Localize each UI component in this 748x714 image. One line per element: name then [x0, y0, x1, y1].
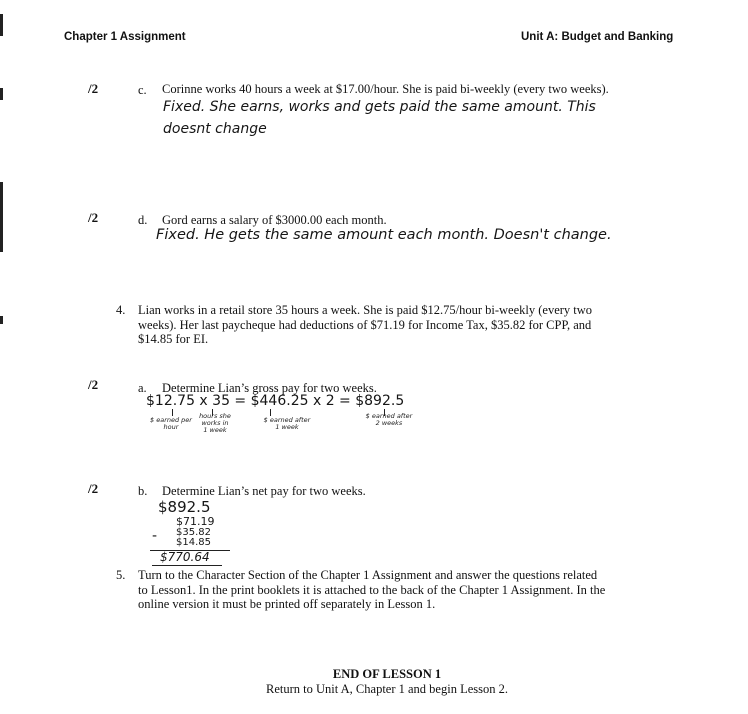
question-a: Determine Lian’s gross pay for two weeks. — [162, 381, 377, 395]
handwritten-answer-c-line1: Fixed. She earns, works and gets paid the same amount. This — [163, 99, 596, 115]
question-b: Determine Lian’s net pay for two weeks. — [162, 484, 366, 498]
handwritten-gross-amount: $892.5 — [158, 498, 211, 516]
item-letter-a: a. — [138, 381, 147, 395]
end-of-lesson-title: END OF LESSON 1 — [332, 667, 442, 681]
item-letter-d: d. — [138, 213, 148, 227]
handwritten-answer-d: Fixed. He gets the same amount each month. Doesn't change. — [156, 227, 612, 243]
result-underline — [152, 565, 222, 566]
scan-edge-mark — [0, 88, 3, 100]
question-4-line3: $14.85 for EI. — [138, 332, 209, 346]
question-5-line1: Turn to the Character Section of the Chapter 1 Assignment and answer the questions related — [138, 568, 598, 582]
handwritten-gross-pay-work: $12.75 x 35 = $446.25 x 2 = $892.5 — [146, 393, 405, 409]
header-unit-title: Unit A: Budget and Banking — [521, 31, 674, 43]
annotation-pointer — [172, 409, 173, 416]
end-of-lesson-instruction: Return to Unit A, Chapter 1 and begin Lesson 2. — [266, 682, 508, 696]
question-5-line3: online version it must be printed off separately in Lesson 1. — [138, 597, 436, 611]
question-5-number: 5. — [116, 568, 126, 582]
handwritten-net-pay-result: $770.64 — [160, 550, 210, 564]
score-mark-d: /2 — [88, 210, 99, 225]
annotation-earned-after-2-weeks: $ earned after 2 weeks — [365, 412, 413, 427]
handwritten-deduction-income-tax: $71.19 — [176, 515, 215, 528]
question-d: Gord earns a salary of $3000.00 each month. — [162, 213, 387, 227]
scan-edge-mark — [0, 316, 3, 324]
item-letter-c: c. — [138, 83, 147, 97]
annotation-hours-per-week: hours she works in 1 week — [199, 412, 231, 434]
annotation-earned-after-1-week: $ earned after 1 week — [263, 416, 311, 431]
handwritten-answer-c-line2: doesnt change — [163, 121, 267, 137]
question-4-line2: weeks). Her last paycheque had deductions of $71.19 for Income Tax, $35.82 for CPP, and — [138, 318, 592, 332]
annotation-earned-per-hour: $ earned per hour — [150, 416, 192, 431]
score-mark-a: /2 — [88, 377, 99, 392]
question-4-number: 4. — [116, 303, 126, 317]
annotation-pointer — [270, 409, 271, 416]
score-mark-b: /2 — [88, 481, 99, 496]
question-c: Corinne works 40 hours a week at $17.00/hour. She is paid bi-weekly (every two weeks). — [162, 82, 609, 96]
handwritten-deduction-ei: $14.85 — [176, 537, 211, 548]
header-chapter-title: Chapter 1 Assignment — [64, 31, 186, 43]
question-4-line1: Lian works in a retail store 35 hours a week. She is paid $12.75/hour bi-weekly (every two — [138, 303, 593, 317]
item-letter-b: b. — [138, 484, 148, 498]
scan-edge-mark — [0, 182, 3, 252]
handwritten-deduction-cpp: $35.82 — [176, 527, 211, 538]
score-mark-c: /2 — [88, 81, 99, 96]
scan-edge-mark — [0, 14, 3, 36]
question-5-line2: to Lesson1. In the print booklets it is attached to the back of the Chapter 1 Assignment. In the — [138, 583, 606, 597]
handwritten-minus-sign: - — [152, 528, 158, 544]
